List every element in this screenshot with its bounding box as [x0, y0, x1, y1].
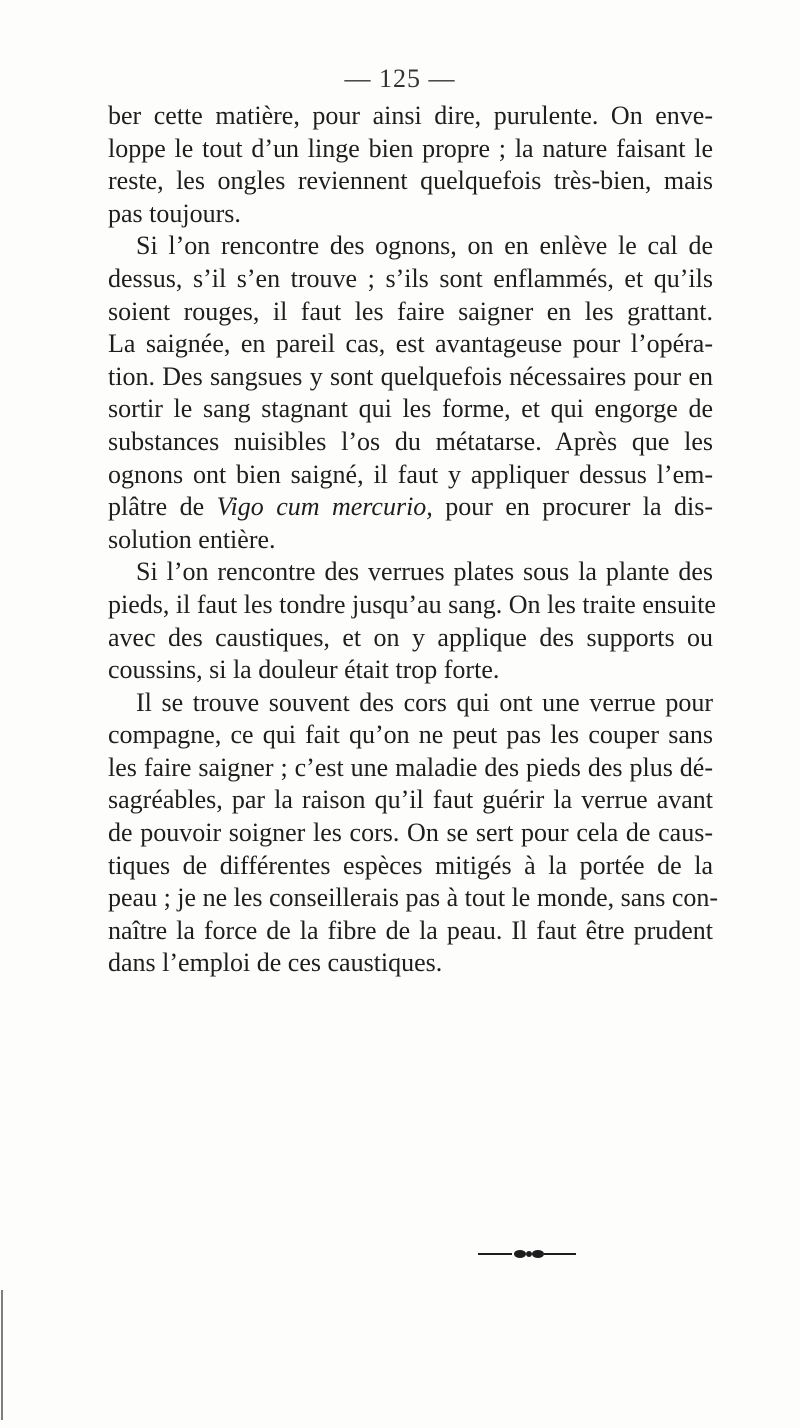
body-text: [108, 100, 719, 980]
text-line-segment: ognons ont bien saigné, il faut y appliquer dessus l’em-: [108, 459, 713, 489]
text-line: [108, 752, 713, 785]
text-line: [108, 817, 713, 850]
text-line-segment: sortir le sang stagnant qui les forme, et qui engorge de: [108, 394, 713, 424]
text-line-segment: peau ; je ne les conseillerais pas à tout le monde, sans con-: [108, 883, 719, 913]
text-line-segment: compagne, ce qui fait qu’on ne peut pas les couper sans: [108, 720, 713, 750]
text-line: [108, 687, 713, 720]
text-line: [108, 296, 713, 329]
text-line-segment: sagréables, par la raison qu’il faut guérir la verrue avant: [108, 785, 713, 815]
text-line-segment: naître la force de la fibre de la peau. Il faut être prudent: [108, 915, 713, 945]
text-line-segment: Si l’on rencontre des ognons, on en enlève le cal de: [136, 231, 713, 261]
text-line: [108, 524, 713, 557]
page-edge-shadow: [0, 1290, 8, 1420]
text-line-segment: tion. Des sangsues y sont quelquefois nécessaires pour en: [108, 361, 713, 391]
text-line: [108, 654, 713, 687]
text-line-segment: pas toujours.: [108, 198, 241, 228]
text-line-segment: coussins, si la douleur était trop forte.: [108, 655, 500, 685]
text-line-segment: les faire saigner ; c’est une maladie des pieds des plus dé-: [108, 752, 713, 782]
text-line: [108, 393, 713, 426]
text-line-segment: solution entière.: [108, 524, 276, 554]
text-line-segment: avec des caustiques, et on y applique des supports ou: [108, 622, 713, 652]
text-line-segment: ber cette matière, pour ainsi dire, purulente. On enve-: [108, 101, 713, 130]
text-line: [108, 328, 713, 361]
text-line-segment: loppe le tout d’un linge bien propre ; la nature faisant le: [108, 133, 713, 163]
text-line: [108, 165, 713, 198]
text-line: [108, 589, 716, 622]
text-line: [108, 719, 713, 752]
tailpiece-ornament-icon: [478, 1248, 576, 1260]
text-line: [108, 491, 713, 524]
text-line-segment: tiques de différentes espèces mitigés à la portée de la: [108, 850, 713, 880]
text-line-segment: soient rouges, il faut les faire saigner en les grattant.: [108, 296, 713, 326]
text-line: [108, 426, 713, 459]
text-line: [108, 100, 713, 133]
text-line: [108, 915, 713, 948]
text-line-segment: dans l’emploi de ces caustiques.: [108, 948, 443, 978]
text-line: [108, 198, 713, 231]
text-line: [108, 263, 713, 296]
text-line-segment: pour en procurer la dis-: [432, 492, 713, 522]
text-line-segment: Si l’on rencontre des verrues plates sous la plante des: [136, 557, 713, 587]
text-line-segment: de pouvoir soigner les cors. On se sert pour cela de caus-: [108, 818, 713, 848]
text-line: [108, 622, 713, 655]
text-line-segment: Il se trouve souvent des cors qui ont une verrue pour: [136, 687, 713, 717]
text-line: [108, 850, 713, 883]
text-line: [108, 133, 713, 166]
text-line-segment: dessus, s’il s’en trouve ; s’ils sont enflammés, et qu’ils: [108, 263, 713, 293]
text-line: [108, 230, 713, 263]
italic-latin-phrase: Vigo cum mercurio,: [216, 492, 433, 522]
text-line-segment: pieds, il faut les tondre jusqu’au sang. On les traite ensuite: [108, 589, 716, 619]
text-line: [108, 784, 713, 817]
text-line: [108, 882, 719, 915]
text-line: [108, 459, 713, 492]
text-line-segment: reste, les ongles reviennent quelquefois très-bien, mais: [108, 166, 713, 196]
text-line: [108, 556, 713, 589]
page-number: — 125 —: [344, 64, 456, 93]
text-line-segment: La saignée, en pareil cas, est avantageuse pour l’opéra-: [108, 329, 713, 359]
text-line-segment: substances nuisibles l’os du métatarse. Après que les: [108, 426, 713, 456]
text-line: [108, 361, 713, 394]
text-line-segment: plâtre de: [108, 492, 217, 522]
text-line: [108, 947, 713, 980]
